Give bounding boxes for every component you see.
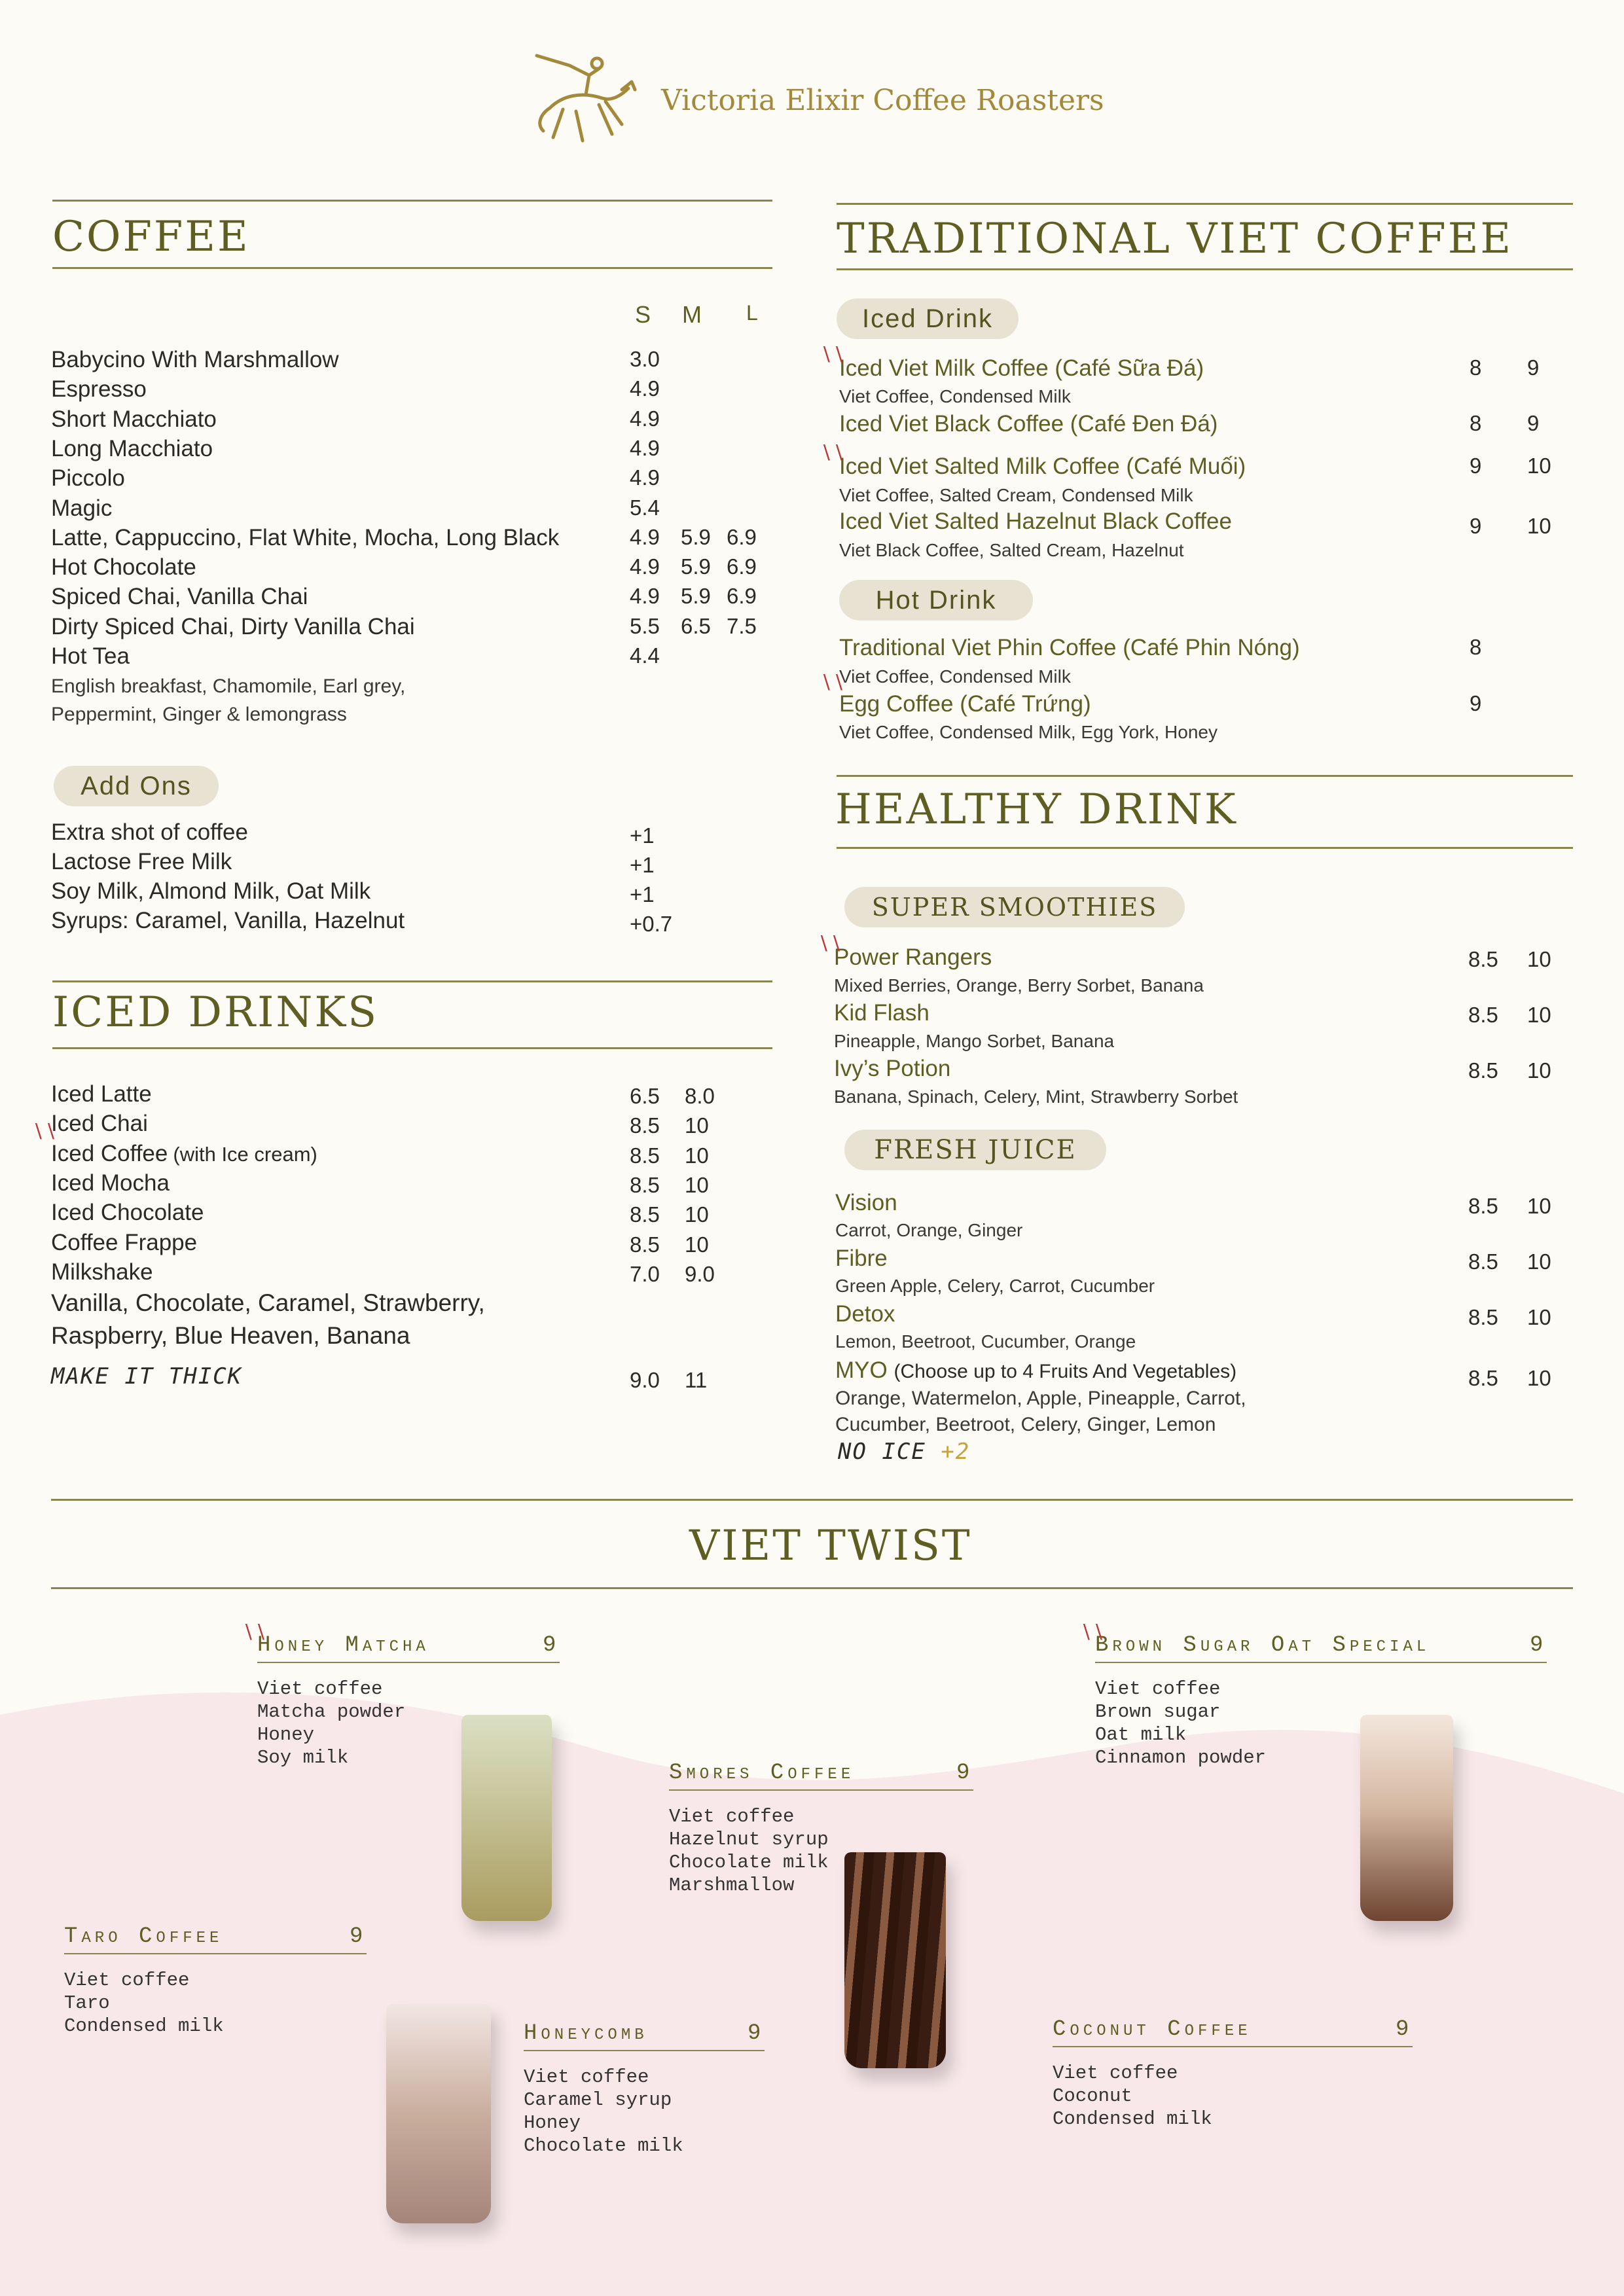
iced-item-price: 9.0 [685, 1261, 715, 1286]
viet-iced-price-m: 10 [1527, 454, 1551, 478]
viet-iced-price-s: 8 [1470, 355, 1482, 380]
viet-hot-item-desc: Viet Coffee, Condensed Milk, Egg York, Honey [839, 722, 1218, 742]
iced-item-name: Iced Mocha [51, 1170, 170, 1196]
myo-desc-1: Orange, Watermelon, Apple, Pineapple, Carrot, [835, 1388, 1246, 1409]
iced-item [51, 1081, 152, 1107]
twist-item-price: 9 [748, 2021, 761, 2046]
iced-item-price: 8.0 [685, 1084, 715, 1108]
twist-item-underline [257, 1662, 560, 1663]
coffee-item-name: Hot Chocolate [51, 554, 196, 581]
iced-item-name: Iced Latte [51, 1081, 152, 1107]
healthy-bottom-rule [837, 847, 1573, 849]
twist-item-ingredients: Viet coffee Coconut Condensed milk [1053, 2062, 1212, 2130]
twist-item-price: 9 [543, 1633, 556, 1658]
size-m: M [682, 301, 702, 328]
addon-item-name: Soy Milk, Almond Milk, Oat Milk [51, 878, 371, 904]
twist-item-price: 9 [350, 1924, 363, 1949]
twist-item-underline [669, 1789, 973, 1791]
smoothie-name: Ivy’s Potion [834, 1056, 951, 1081]
viet-iced-price-m: 10 [1527, 514, 1551, 538]
iced-item [51, 1141, 317, 1167]
iced-bottom-rule [52, 1047, 772, 1049]
juice-name: Fibre [835, 1246, 888, 1271]
twist-item-ingredients: Viet coffee Hazelnut syrup Chocolate milk Marshmallow [669, 1806, 829, 1896]
myo-price-s: 8.5 [1468, 1366, 1498, 1390]
coffee-item-name: Long Macchiato [51, 435, 213, 461]
coffee-item-name: Spiced Chai, Vanilla Chai [51, 584, 308, 610]
smoothie-name: Kid Flash [834, 1000, 929, 1026]
iced-item-price: 10 [685, 1113, 709, 1138]
viet-hot-item-name: Traditional Viet Phin Coffee (Café Phin Nóng) [839, 635, 1300, 660]
coffee-heading: COFFEE [52, 213, 250, 261]
iced-top-rule [52, 980, 772, 982]
twist-item-ingredients: Viet coffee Brown sugar Oat milk Cinnamon powder [1095, 1678, 1267, 1768]
twist-item-ingredients: Viet coffee Taro Condensed milk [64, 1969, 224, 2037]
iced-item-price: 8.5 [630, 1143, 660, 1168]
milkshake-flavours-2: Raspberry, Blue Heaven, Banana [51, 1322, 410, 1349]
iced-item-price: 10 [685, 1232, 709, 1257]
hot-drink-label: Hot Drink [839, 580, 1033, 620]
coffee-item-price: 6.9 [727, 524, 757, 549]
coffee-item-price: 6.5 [681, 613, 711, 638]
iced-item-price: 10 [685, 1202, 709, 1227]
twist-heading: VIET TWIST [689, 1522, 972, 1570]
viet-iced-price-m: 9 [1527, 411, 1540, 435]
coffee-item-name: Latte, Cappuccino, Flat White, Mocha, Long Black [51, 524, 560, 550]
juice-desc: Green Apple, Celery, Carrot, Cucumber [835, 1276, 1155, 1296]
smoothie-price-s: 8.5 [1468, 1058, 1498, 1083]
twist-item-price: 9 [956, 1761, 970, 1785]
iced-item-name: Coffee Frappe [51, 1229, 198, 1255]
viet-iced-price-m: 9 [1527, 355, 1540, 380]
brand-name: Victoria Elixir Coffee Roasters [661, 84, 1104, 117]
brown-sugar-oat-drink-image [1360, 1715, 1453, 1921]
tea-note-1: English breakfast, Chamomile, Earl grey, [51, 675, 406, 697]
coffee-item-price: 5.4 [630, 495, 660, 520]
coffee-item-price: 4.9 [630, 554, 660, 579]
iced-item-name: Iced Coffee [51, 1140, 168, 1166]
twist-bottom-rule [51, 1587, 1573, 1589]
viet-heading: TRADITIONAL VIET COFFEE [837, 215, 1513, 263]
smoothie-name: Power Rangers [834, 944, 992, 970]
juice-price-s: 8.5 [1468, 1305, 1498, 1329]
coffee-item-price: 5.9 [681, 524, 711, 549]
addon-item-name: Extra shot of coffee [51, 819, 248, 845]
coffee-item-name: Babycino With Marshmallow [51, 347, 339, 372]
iced-item-price: 8.5 [630, 1113, 660, 1138]
coffee-item-price: 4.9 [630, 406, 660, 431]
twist-item-name: Honey Matcha [257, 1633, 429, 1658]
iced-item [51, 1259, 153, 1285]
coffee-item-price: 4.9 [630, 435, 660, 460]
no-ice-price: +2 [941, 1439, 971, 1465]
iced-drink-label: Iced Drink [837, 298, 1019, 339]
recommended-tick-icon: ∖∖ [31, 1121, 57, 1143]
coffee-item-price: 4.9 [630, 524, 660, 549]
iced-item-price: 7.0 [630, 1261, 660, 1286]
size-l: L [746, 301, 758, 325]
addon-item-name: Lactose Free Milk [51, 849, 232, 874]
no-ice-label [838, 1439, 970, 1465]
smoothie-price-s: 8.5 [1468, 1003, 1498, 1027]
healthy-top-rule [837, 775, 1573, 777]
coffee-item-price: 4.4 [630, 643, 660, 668]
viet-iced-item-desc: Viet Coffee, Salted Cream, Condensed Milk [839, 485, 1193, 505]
horse-rider-logo-icon [524, 49, 641, 154]
smoothies-label: SUPER SMOOTHIES [844, 887, 1185, 927]
iced-item-price: 8.5 [630, 1202, 660, 1227]
juice-label: FRESH JUICE [844, 1130, 1106, 1170]
pink-wave-background [0, 1604, 1624, 2296]
smores-coffee-drink-image [844, 1852, 946, 2068]
coffee-item-name: Piccolo [51, 465, 125, 492]
recommended-tick-icon: ∖∖ [820, 672, 845, 694]
smoothie-price-m: 10 [1527, 1003, 1551, 1027]
viet-iced-item-name: Iced Viet Black Coffee (Café Đen Đá) [839, 411, 1218, 437]
taro-coffee-drink-image [386, 2004, 491, 2223]
twist-item-underline [1095, 1662, 1547, 1663]
coffee-item-price: 3.0 [630, 347, 660, 371]
juice-price-m: 10 [1527, 1305, 1551, 1329]
viet-iced-item-desc: Viet Black Coffee, Salted Cream, Hazelnut [839, 540, 1184, 560]
twist-item-price: 9 [1396, 2017, 1409, 2042]
coffee-item-price: 5.9 [681, 584, 711, 609]
myo-item [835, 1357, 1236, 1384]
addon-item-name: Syrups: Caramel, Vanilla, Hazelnut [51, 908, 405, 933]
thick-price-s: 9.0 [630, 1368, 660, 1392]
iced-item-price: 6.5 [630, 1084, 660, 1108]
smoothie-price-s: 8.5 [1468, 947, 1498, 971]
myo-name: MYO [835, 1357, 888, 1383]
twist-item-underline [64, 1953, 367, 1954]
milkshake-flavours-1: Vanilla, Chocolate, Caramel, Strawberry, [51, 1289, 485, 1316]
iced-item-price: 8.5 [630, 1172, 660, 1197]
coffee-item-name: Espresso [51, 376, 147, 403]
juice-name: Detox [835, 1301, 895, 1327]
twist-item-ingredients: Viet coffee Caramel syrup Honey Chocolate milk [524, 2066, 683, 2157]
tea-note-2: Peppermint, Ginger & lemongrass [51, 704, 347, 725]
coffee-item-name: Dirty Spiced Chai, Dirty Vanilla Chai [51, 613, 415, 639]
brand-logo [524, 49, 641, 154]
coffee-item-name: Short Macchiato [51, 406, 217, 432]
iced-item-name: Iced Chai [51, 1111, 148, 1137]
twist-top-rule [51, 1499, 1573, 1501]
make-it-thick-label: MAKE IT THICK [51, 1363, 243, 1390]
healthy-heading: HEALTHY DRINK [835, 785, 1238, 834]
iced-item [51, 1111, 148, 1137]
recommended-tick-icon: ∖∖ [820, 442, 845, 464]
juice-desc: Lemon, Beetroot, Cucumber, Orange [835, 1331, 1136, 1352]
myo-desc-2: Cucumber, Beetroot, Celery, Ginger, Lemon [835, 1414, 1216, 1435]
viet-top-rule [837, 203, 1573, 205]
addon-item-price: +1 [630, 853, 655, 877]
viet-hot-item-price: 9 [1470, 691, 1482, 715]
addon-item-price: +0.7 [630, 912, 673, 936]
coffee-item-price: 6.9 [727, 584, 757, 609]
viet-bottom-rule [837, 268, 1573, 270]
viet-hot-item-price: 8 [1470, 635, 1482, 659]
recommended-tick-icon: ∖∖ [820, 344, 845, 366]
iced-item-note: (with Ice cream) [173, 1142, 317, 1166]
smoothie-price-m: 10 [1527, 1058, 1551, 1083]
myo-note: (Choose up to 4 Fruits And Vegetables) [893, 1361, 1237, 1382]
coffee-item-price: 7.5 [727, 613, 757, 638]
addon-item-price: +1 [630, 823, 655, 848]
iced-item [51, 1230, 197, 1256]
coffee-item-price: 5.5 [630, 613, 660, 638]
viet-iced-price-s: 8 [1470, 411, 1482, 435]
smoothie-desc: Banana, Spinach, Celery, Mint, Strawberry Sorbet [834, 1086, 1238, 1107]
coffee-item-price: 4.9 [630, 376, 660, 401]
twist-item-name: Coconut Coffee [1053, 2017, 1252, 2042]
juice-name: Vision [835, 1190, 897, 1215]
viet-hot-item-desc: Viet Coffee, Condensed Milk [839, 666, 1071, 687]
viet-hot-item-name: Egg Coffee (Café Trứng) [839, 691, 1091, 717]
iced-item [51, 1200, 204, 1226]
coffee-item-price: 5.9 [681, 554, 711, 579]
twist-item-ingredients: Viet coffee Matcha powder Honey Soy milk [257, 1678, 406, 1768]
iced-item [51, 1170, 170, 1196]
smoothie-desc: Pineapple, Mango Sorbet, Banana [834, 1031, 1115, 1051]
viet-iced-item-name: Iced Viet Milk Coffee (Café Sữa Đá) [839, 355, 1204, 381]
iced-item-name: Milkshake [51, 1259, 153, 1285]
viet-iced-price-s: 9 [1470, 454, 1482, 478]
honey-matcha-drink-image [461, 1715, 552, 1921]
coffee-top-rule [52, 200, 772, 202]
coffee-bottom-rule [52, 267, 772, 269]
viet-iced-item-name: Iced Viet Salted Hazelnut Black Coffee [839, 509, 1232, 534]
size-s: S [635, 301, 651, 328]
coffee-item-price: 4.9 [630, 465, 660, 490]
recommended-tick-icon: ∖∖ [817, 933, 842, 955]
twist-item-name: Brown Sugar Oat Special [1095, 1633, 1430, 1658]
coffee-item-name: Hot Tea [51, 643, 130, 669]
recommended-tick-icon: ∖∖ [1079, 1622, 1105, 1643]
recommended-tick-icon: ∖∖ [242, 1622, 267, 1643]
juice-price-m: 10 [1527, 1194, 1551, 1218]
twist-item-price: 9 [1530, 1633, 1543, 1658]
smoothie-desc: Mixed Berries, Orange, Berry Sorbet, Banana [834, 975, 1204, 996]
thick-price-m: 11 [685, 1368, 708, 1392]
addon-item-price: +1 [630, 882, 655, 906]
twist-item-name: Smores Coffee [669, 1761, 855, 1785]
twist-item-underline [1053, 2046, 1413, 2047]
juice-price-s: 8.5 [1468, 1194, 1498, 1218]
coffee-item-price: 6.9 [727, 554, 757, 579]
coffee-item-name: Magic [51, 495, 113, 521]
no-ice-text: NO ICE [838, 1439, 926, 1465]
twist-item-name: Taro Coffee [64, 1924, 223, 1949]
myo-price-m: 10 [1527, 1366, 1551, 1390]
twist-item-name: Honeycomb [524, 2021, 648, 2046]
juice-price-s: 8.5 [1468, 1249, 1498, 1274]
juice-desc: Carrot, Orange, Ginger [835, 1220, 1023, 1240]
iced-item-price: 10 [685, 1172, 709, 1197]
viet-iced-item-name: Iced Viet Salted Milk Coffee (Café Muối) [839, 454, 1246, 479]
smoothie-price-m: 10 [1527, 947, 1551, 971]
iced-item-price: 8.5 [630, 1232, 660, 1257]
addons-label: Add Ons [54, 766, 219, 806]
twist-item-underline [524, 2050, 765, 2051]
viet-iced-item-desc: Viet Coffee, Condensed Milk [839, 386, 1071, 406]
coffee-item-price: 4.9 [630, 584, 660, 609]
iced-heading: ICED DRINKS [52, 988, 379, 1037]
viet-iced-price-s: 9 [1470, 514, 1482, 538]
iced-item-name: Iced Chocolate [51, 1200, 204, 1226]
juice-price-m: 10 [1527, 1249, 1551, 1274]
iced-item-price: 10 [685, 1143, 709, 1168]
